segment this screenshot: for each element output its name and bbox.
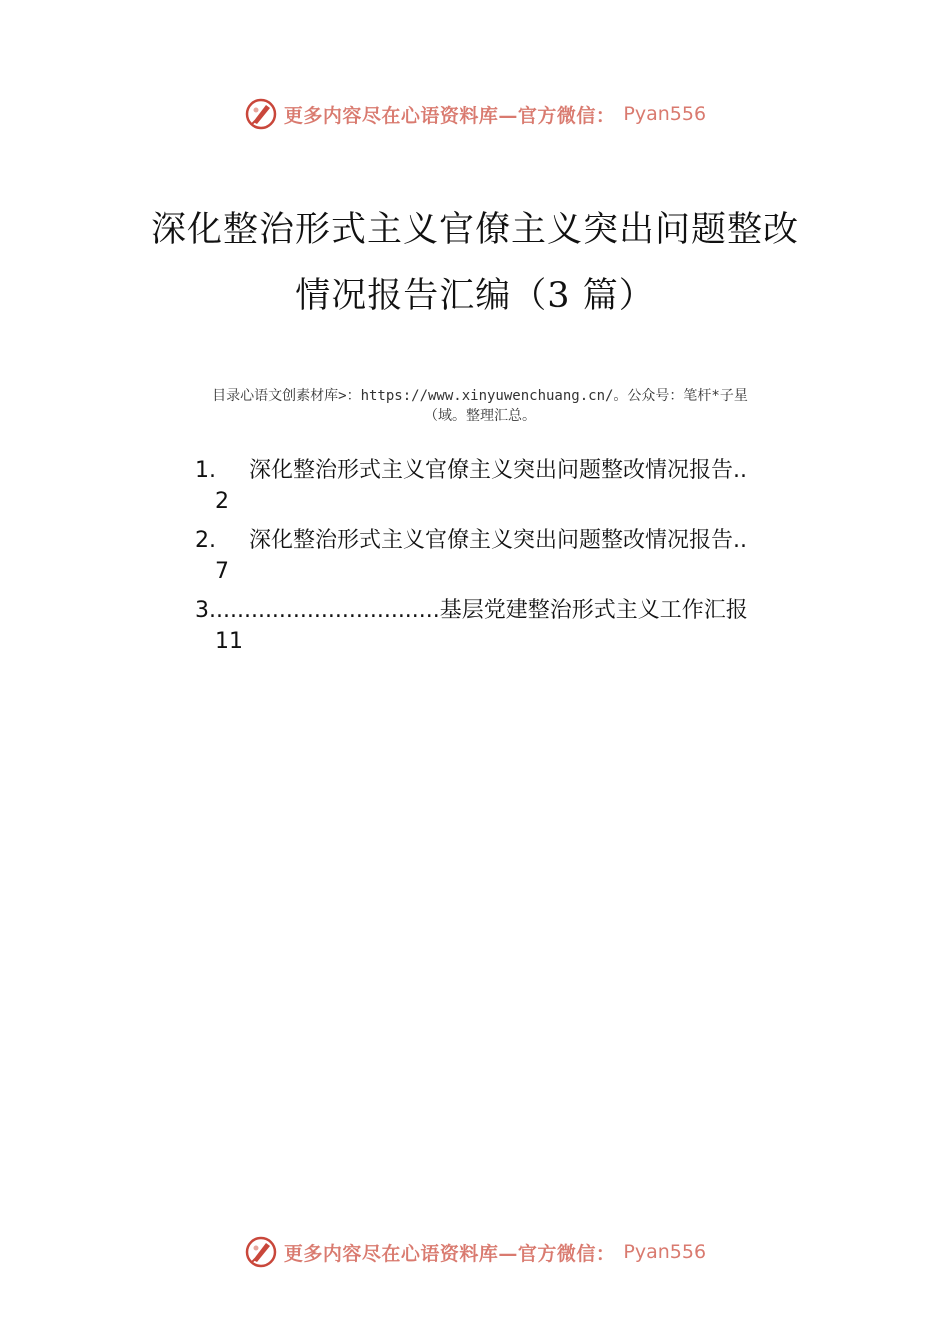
footer-watermark <box>0 1232 950 1272</box>
quill-logo-icon <box>244 1235 278 1269</box>
document-title-line-1: 深化整治形式主义官僚主义突出问题整改 <box>150 210 799 250</box>
table-of-contents <box>195 452 835 662</box>
toc-item-page: 11 <box>215 629 243 654</box>
document-title-line-2: 情况报告汇编（3 篇） <box>295 276 655 316</box>
toc-item-page: 7 <box>215 559 229 584</box>
header-watermark <box>0 94 950 134</box>
toc-item[interactable] <box>195 452 835 522</box>
toc-item-number: 1. <box>195 458 216 483</box>
toc-item[interactable] <box>195 592 835 662</box>
source-note-line-2: （域。整理汇总。 <box>424 408 536 424</box>
source-note-line-1: 目录心语文创素材库>：https://www.xinyuwenchuang.cn/。公众号：笔杆*子星 <box>212 388 748 404</box>
toc-item-title: 基层党建整治形式主义工作汇报 <box>439 598 748 623</box>
toc-item-title: 深化整治形式主义官僚主义突出问题整改情况报告.. <box>249 458 747 483</box>
watermark-text: 更多内容尽在心语资料库—官方微信： <box>283 104 616 127</box>
source-note <box>170 386 790 426</box>
toc-item-page: 2 <box>215 489 229 514</box>
toc-item-number: 2. <box>195 528 216 553</box>
toc-item[interactable] <box>195 522 835 592</box>
watermark-contact: Pyan556 <box>623 103 707 125</box>
toc-item-number: 3................................. <box>195 598 440 623</box>
quill-logo-icon <box>244 97 278 131</box>
toc-item-title: 深化整治形式主义官僚主义突出问题整改情况报告.. <box>249 528 747 553</box>
watermark-text: 更多内容尽在心语资料库—官方微信： <box>283 1242 616 1265</box>
watermark-contact: Pyan556 <box>623 1241 707 1263</box>
